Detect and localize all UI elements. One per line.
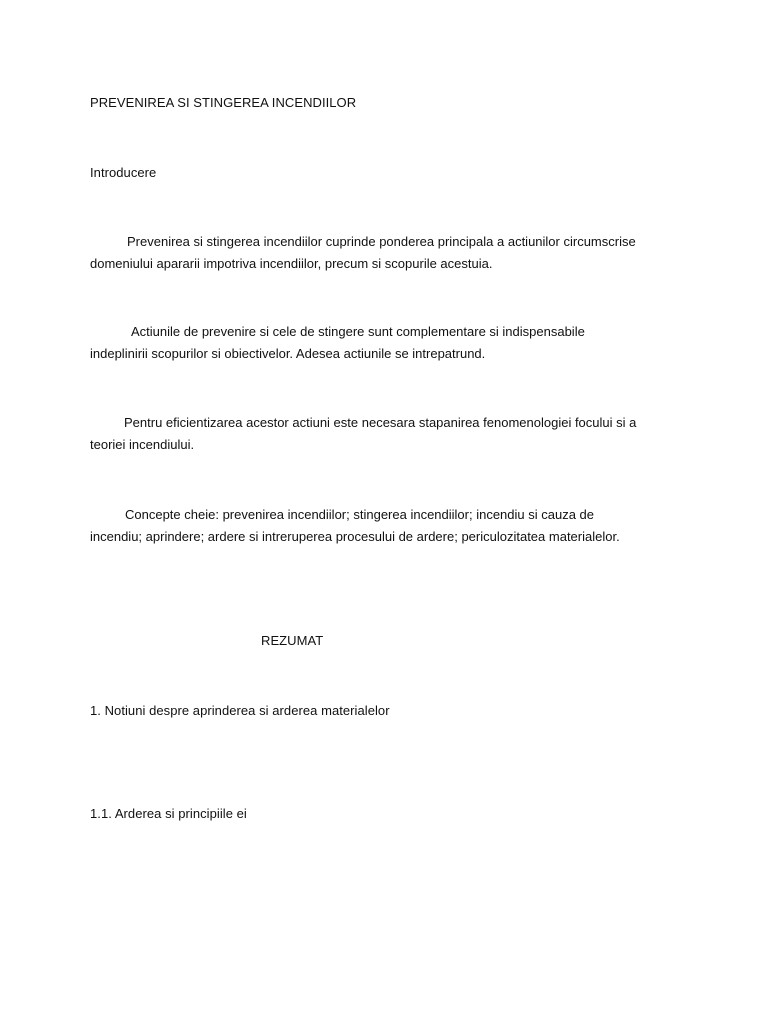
paragraph-1-line-2: domeniului apararii impotriva incendiilor, precum si scopurile acestuia. <box>90 256 493 271</box>
paragraph-2-line-1: Actiunile de prevenire si cele de stingere sunt complementare si indispensabile <box>131 324 585 339</box>
paragraph-1-line-1: Prevenirea si stingerea incendiilor cuprinde ponderea principala a actiunilor circumscrise <box>127 234 636 249</box>
paragraph-3-line-2: teoriei incendiului. <box>90 437 195 452</box>
key-concepts-paragraph <box>90 504 680 548</box>
document-title: PREVENIREA SI STINGEREA INCENDIILOR <box>90 95 357 110</box>
summary-heading: REZUMAT <box>261 633 324 648</box>
key-concepts-line-1: Concepte cheie: prevenirea incendiilor; stingerea incendiilor; incendiu si cauza de <box>125 507 595 522</box>
paragraph-2 <box>90 321 680 365</box>
section-1-heading: 1. Notiuni despre aprinderea si arderea materialelor <box>90 703 390 718</box>
paragraph-3 <box>90 412 680 456</box>
intro-heading: Introducere <box>90 165 157 180</box>
paragraph-3-line-1: Pentru eficientizarea acestor actiuni este necesara stapanirea fenomenologiei focului si a <box>124 415 637 430</box>
paragraph-2-line-2: indeplinirii scopurilor si obiectivelor. Adesea actiunile se intrepatrund. <box>90 346 486 361</box>
key-concepts-line-2: incendiu; aprindere; ardere si intreruperea procesului de ardere; periculozitatea materialelor. <box>90 529 620 544</box>
section-1-1-heading: 1.1. Arderea si principiile ei <box>90 806 247 821</box>
paragraph-1 <box>90 231 680 275</box>
